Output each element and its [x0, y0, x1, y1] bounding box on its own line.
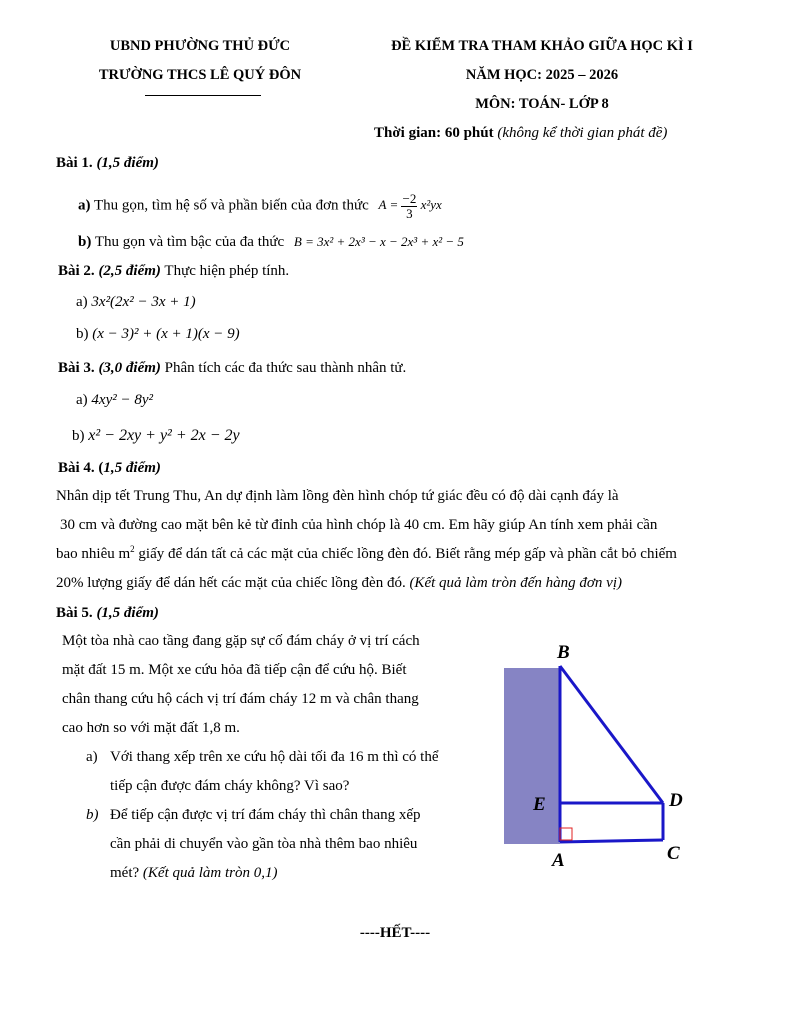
- bai1-a-label: a): [78, 197, 91, 214]
- segment-AC: [560, 840, 663, 842]
- bai1-a: [78, 192, 442, 221]
- label-D: D: [669, 790, 683, 811]
- bai1-b-expr: B = 3x² + 2x³ − x − 2x³ + x² − 5: [293, 234, 464, 249]
- bai4-line1: Nhân dịp tết Trung Thu, An dự định làm lồng đèn hình chóp tứ giác đều có độ dài cạnh đáy là: [56, 488, 619, 504]
- school-authority: UBND PHƯỜNG THỦ ĐỨC: [109, 38, 291, 54]
- bai4-heading: [58, 460, 161, 477]
- bai1-b: [78, 234, 464, 251]
- label-E: E: [533, 794, 546, 815]
- header-divider: [145, 95, 261, 96]
- bai5-b-line2: cần phải di chuyển vào gần tòa nhà thêm bao nhiêu: [110, 836, 418, 852]
- subject: MÔN: TOÁN- LỚP 8: [475, 96, 609, 112]
- bai5-line2: mặt đất 15 m. Một xe cứu hỏa đã tiếp cận để cứu hộ. Biết: [62, 662, 407, 678]
- bai5-b-line1: Để tiếp cận được vị trí đám cháy thì chân thang xếp: [110, 807, 421, 823]
- label-A: A: [552, 850, 565, 871]
- bai3-b-label: b): [72, 428, 85, 444]
- bai1-a-expr: [378, 191, 442, 221]
- bai4-unit-exponent: 2: [130, 544, 135, 554]
- bai4-points: 1,5 điểm): [103, 460, 161, 476]
- bai1-b-text: Thu gọn và tìm bậc của đa thức: [94, 234, 285, 250]
- bai2-b-label: b): [76, 326, 89, 342]
- bai5-b-line3: [110, 865, 277, 882]
- bai3-desc: Phân tích các đa thức sau thành nhân tử.: [164, 360, 407, 376]
- bai1-a-fraction: [401, 192, 417, 221]
- bai5-a-line1: Với thang xếp trên xe cứu hộ dài tối đa 16 m thì có thể: [110, 749, 439, 765]
- bai2-a-label: a): [76, 294, 88, 310]
- label-B: B: [557, 642, 570, 663]
- bai1-b-label: b): [78, 234, 92, 250]
- bai4-title: Bài 4. (: [58, 460, 104, 476]
- bai4-line4-text: 20% lượng giấy để dán hết các mặt của chiếc lồng đèn đó.: [56, 575, 406, 591]
- bai5-points: (1,5 điểm): [96, 605, 159, 621]
- bai3-title: Bài 3.: [58, 360, 95, 376]
- ladder-figure: [496, 636, 716, 876]
- bai4-rounding-note: (Kết quả làm tròn đến hàng đơn vị): [409, 575, 623, 591]
- bai3-points: (3,0 điểm): [98, 360, 161, 376]
- exam-time: [374, 125, 667, 142]
- segment-BD: [560, 666, 663, 803]
- bai1-points: (1,5 điểm): [96, 155, 159, 171]
- bai2-desc: Thực hiện phép tính.: [164, 263, 290, 279]
- bai1-a-rest: x²yx: [420, 197, 442, 213]
- bai2-heading: [58, 263, 289, 280]
- bai3-a: [76, 392, 153, 409]
- bai3-b: [72, 427, 240, 445]
- fraction-numerator: −2: [402, 191, 417, 206]
- bai5-a-label: a): [86, 749, 98, 765]
- bai5-b-line3-text: mét?: [110, 865, 140, 881]
- bai5-line3: chân thang cứu hộ cách vị trí đám cháy 12 m và chân thang: [62, 691, 419, 707]
- bai1-a-lhs: A =: [378, 197, 399, 213]
- exam-title: ĐỀ KIỂM TRA THAM KHẢO GIỮA HỌC KÌ I: [391, 38, 693, 54]
- bai5-b-label: b): [86, 807, 99, 823]
- bai3-a-label: a): [76, 392, 88, 408]
- bai5-title: Bài 5.: [56, 605, 93, 621]
- bai2-b: [76, 326, 240, 343]
- bai2-a: [76, 294, 196, 311]
- bai5-rounding-note: (Kết quả làm tròn 0,1): [142, 865, 278, 881]
- bai1-heading: [56, 155, 159, 172]
- bai5-line1: Một tòa nhà cao tầng đang gặp sự cố đám cháy ở vị trí cách: [62, 633, 420, 649]
- bai1-title: Bài 1.: [56, 155, 93, 171]
- bai3-b-expr: x² − 2xy + y² + 2x − 2y: [88, 427, 240, 444]
- school-name: TRƯỜNG THCS LÊ QUÝ ĐÔN: [98, 67, 302, 83]
- bai5-line4: cao hơn so với mặt đất 1,8 m.: [62, 720, 240, 736]
- time-note: (không kể thời gian phát đề): [497, 125, 668, 141]
- bai5-a-line2: tiếp cận được đám cháy không? Vì sao?: [110, 778, 350, 794]
- fraction-denominator: 3: [406, 206, 413, 221]
- bai5-heading: [56, 605, 159, 622]
- building: [504, 668, 560, 844]
- bai1-a-text: Thu gọn, tìm hệ số và phần biến của đơn thức: [93, 197, 369, 214]
- label-C: C: [667, 843, 680, 864]
- bai4-line3: [56, 546, 677, 563]
- bai3-a-expr: 4xy² − 8y²: [91, 392, 153, 408]
- bai2-a-expr: 3x²(2x² − 3x + 1): [91, 294, 196, 310]
- bai3-heading: [58, 360, 406, 377]
- right-angle-mark: [560, 828, 572, 840]
- end-marker: ----HẾT----: [359, 925, 431, 941]
- bai2-points: (2,5 điểm): [98, 263, 161, 279]
- bai4-line2: 30 cm và đường cao mặt bên kẻ từ đỉnh của hình chóp là 40 cm. Em hãy giúp An tính xem phải cần: [60, 517, 658, 533]
- bai4-line3-end: giấy để dán tất cả các mặt của chiếc lồng đèn đó. Biết rằng mép gấp và phần cắt bỏ chiếm: [134, 546, 677, 562]
- triangle-lines: [560, 666, 663, 842]
- bai4-line4: [56, 575, 622, 592]
- bai4-line3-start: bao nhiêu m: [56, 546, 131, 562]
- bai2-title: Bài 2.: [58, 263, 95, 279]
- bai2-b-expr: (x − 3)² + (x + 1)(x − 9): [92, 326, 240, 342]
- school-year: NĂM HỌC: 2025 – 2026: [465, 67, 619, 83]
- time-label: Thời gian: 60 phút: [374, 125, 494, 141]
